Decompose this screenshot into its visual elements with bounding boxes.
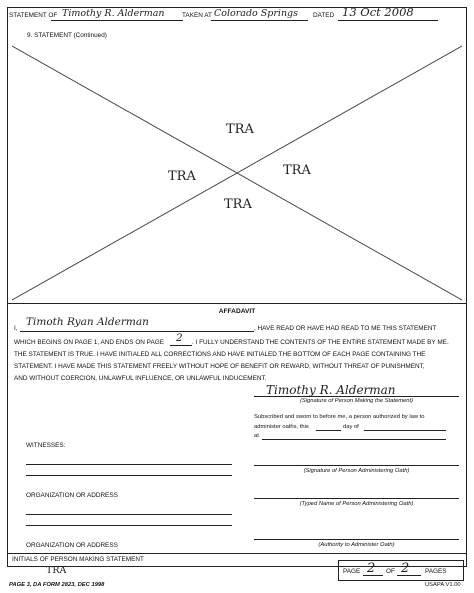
statement-of-label: STATEMENT OF	[9, 12, 58, 19]
affidavit-i-label: I,	[14, 325, 18, 332]
section-9-label: 9. STATEMENT (Continued)	[27, 32, 107, 39]
statement-signature[interactable]: Timothy R. Alderman	[266, 383, 396, 397]
witness-2-line-b[interactable]	[26, 525, 232, 526]
form-id: PAGE 3, DA FORM 2823, DEC 1998	[9, 582, 105, 588]
page-label: PAGE	[343, 568, 361, 575]
affidavit-line2-suffix: . I FULLY UNDERSTAND THE CONTENTS OF THE ENTIRE STATEMENT MADE BY ME.	[192, 339, 449, 346]
sworn-line2-prefix: administer oaths, this	[254, 424, 309, 430]
initials-mark-bottom: TRA	[224, 197, 252, 212]
admin-typed-name-caption: (Typed Name of Person Administering Oath)	[299, 501, 414, 507]
affidavit-name-line	[20, 331, 254, 332]
affidavit-line4: STATEMENT. I HAVE MADE THIS STATEMENT FREELY WITHOUT HOPE OF BENEFIT OR REWARD, WITHOUT THREAT OF PUNISHMENT,	[14, 363, 425, 370]
witness-1-line-a[interactable]	[26, 464, 232, 465]
affidavit-line5: AND WITHOUT COERCION, UNLAWFUL INFLUENCE, OR UNLAWFUL INDUCEMENT.	[14, 375, 267, 382]
statement-signature-caption: (Signature of Person Making the Statement)	[299, 398, 414, 404]
sworn-day-line[interactable]	[316, 430, 341, 431]
affidavit-line2-prefix: WHICH BEGINS ON PAGE 1, AND ENDS ON PAGE	[14, 339, 164, 346]
ends-on-page-value[interactable]: 2	[176, 332, 183, 344]
affidavit-line3: THE STATEMENT IS TRUE. I HAVE INITIALED ALL CORRECTIONS AND HAVE INITIALED THE BOTTOM OF EACH PAGE CONTAINING THE	[14, 351, 426, 358]
witnesses-title: WITNESSES:	[26, 442, 66, 449]
of-label: OF	[386, 568, 395, 575]
page-number-value[interactable]: 2	[367, 561, 376, 576]
dated-value[interactable]: 13 Oct 2008	[342, 5, 414, 19]
sworn-line3-prefix: at	[254, 433, 259, 439]
admin-signature-caption: (Signature of Person Administering Oath)	[303, 468, 410, 474]
form-body	[7, 7, 467, 567]
statement-signature-line	[254, 396, 459, 397]
strike-through-x	[8, 42, 466, 304]
affidavit-divider	[8, 303, 466, 304]
taken-at-label: TAKEN AT	[182, 12, 212, 19]
affidavit-line1-suffix: , HAVE READ OR HAVE HAD READ TO ME THIS STATEMENT	[254, 325, 437, 332]
initials-value[interactable]: TRA	[46, 565, 67, 576]
initials-label: INITIALS OF PERSON MAKING STATEMENT	[12, 556, 144, 563]
witness-1-line-b[interactable]	[26, 475, 232, 476]
initials-mark-left: TRA	[168, 169, 196, 184]
affidavit-name-value[interactable]: Timoth Ryan Alderman	[26, 316, 149, 328]
initials-mark-right: TRA	[283, 163, 311, 178]
ends-on-page-line	[170, 345, 192, 346]
dated-label: DATED	[313, 12, 335, 19]
initials-mark-top: TRA	[226, 122, 254, 137]
sworn-location-line[interactable]	[262, 439, 446, 440]
form-version: USAPA V1.00	[425, 582, 461, 588]
affidavit-title: AFFADAVIT	[218, 308, 256, 315]
admin-typed-name-line[interactable]	[254, 498, 459, 499]
sworn-line2-mid: day of	[343, 424, 359, 430]
sworn-line1: Subscribed and sworn to before me, a person authorized by law to	[254, 414, 425, 420]
pages-label: PAGES	[425, 568, 447, 575]
sworn-month-line[interactable]	[364, 430, 446, 431]
witness-org-label-2: ORGANIZATION OR ADDRESS	[26, 542, 118, 549]
admin-authority-caption: (Authority to Administer Oath)	[318, 542, 395, 548]
admin-signature-line[interactable]	[254, 465, 459, 466]
total-pages-value[interactable]: 2	[401, 561, 410, 576]
statement-of-value[interactable]: Timothy R. Alderman	[62, 8, 165, 19]
witness-org-label-1: ORGANIZATION OR ADDRESS	[26, 492, 118, 499]
taken-at-value[interactable]: Colorado Springs	[214, 8, 299, 19]
initials-divider	[8, 553, 466, 554]
page-count-box	[338, 560, 464, 581]
witness-2-line-a[interactable]	[26, 514, 232, 515]
admin-authority-line[interactable]	[254, 539, 459, 540]
